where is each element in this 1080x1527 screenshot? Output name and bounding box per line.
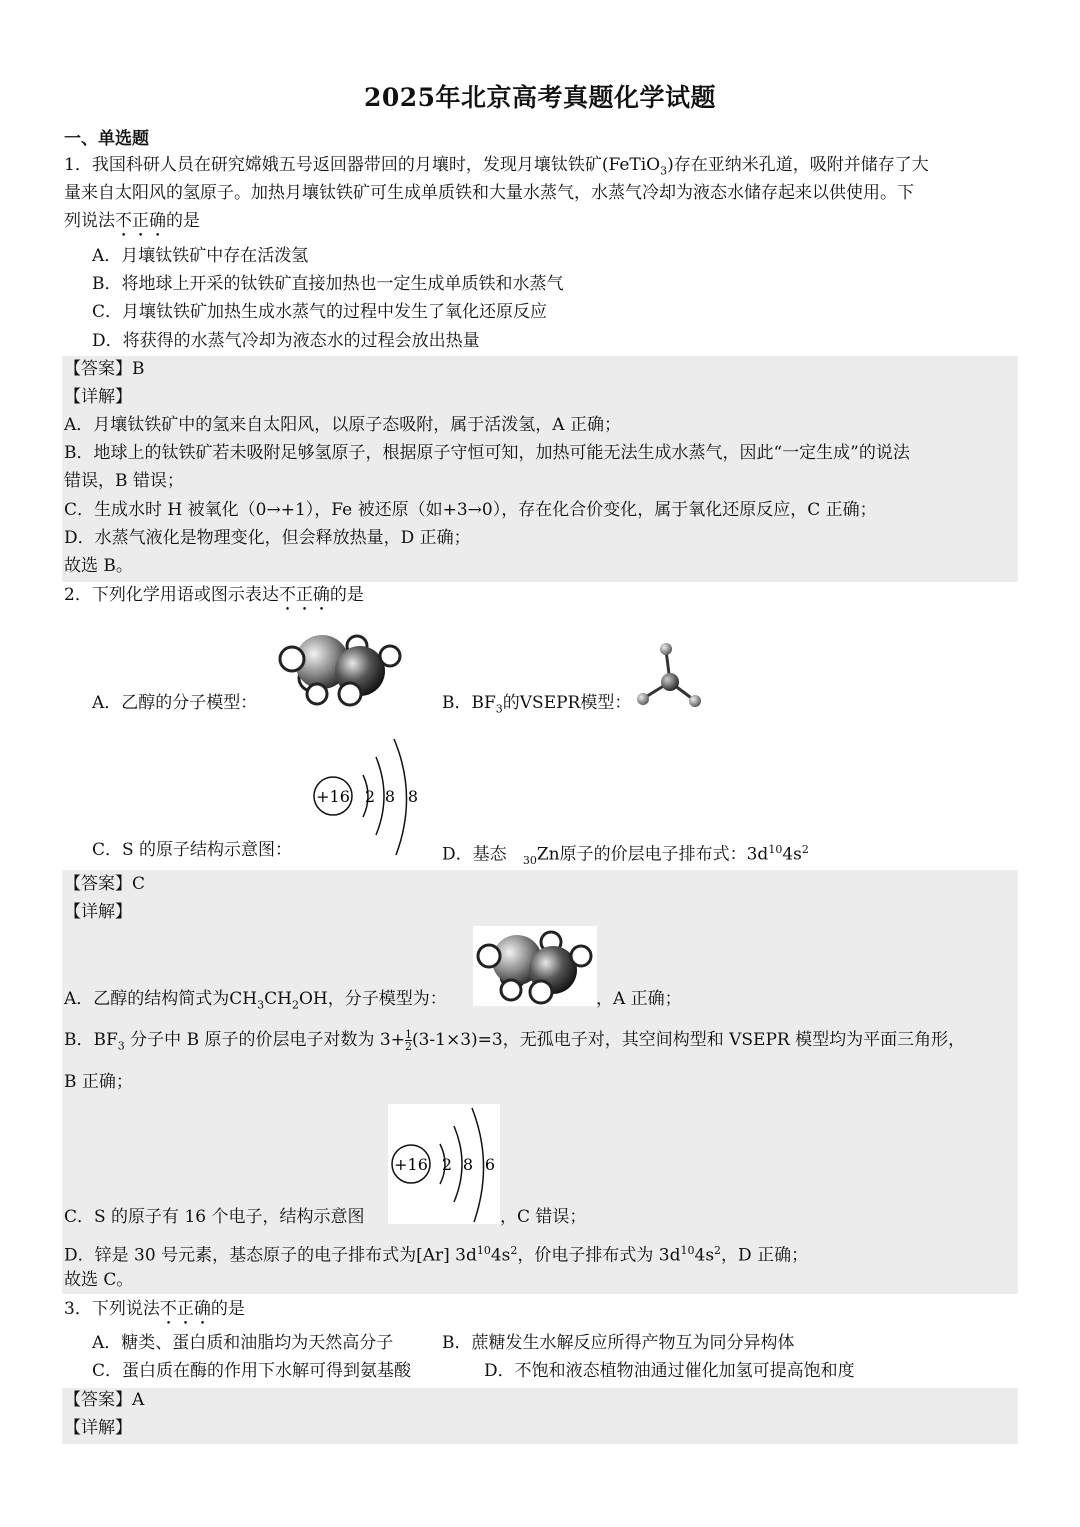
bf3-vsepr-model-image bbox=[628, 640, 708, 712]
nucleus-charge-label-2: +16 bbox=[394, 1155, 428, 1174]
section-heading: 一、单选题 bbox=[64, 129, 149, 149]
q2-explanation-c: C．S 的原子有 16 个电子，结构示意图 bbox=[64, 1207, 365, 1227]
fraction-one-half: $\frac{1}{2}$ bbox=[404, 1028, 412, 1053]
q1-explanation-b: B．地球上的钛铁矿若未吸附足够氢原子，根据原子守恒可知，加热可能无法生成水蒸气，因此“一定生成”的说法 bbox=[64, 443, 910, 463]
q1-stem-line1: 1．我国科研人员在研究嫦娥五号返回器带回的月壤时，发现月壤钛铁矿(FeTiO$_3$)存在亚纳米孔道，吸附并储存了大 bbox=[64, 155, 929, 178]
q2-detail-label: 【详解】 bbox=[64, 902, 132, 922]
q2-explanation-c-end: ，C 错误； bbox=[500, 1207, 587, 1227]
q1-option-b: B．将地球上开采的钛铁矿直接加热也一定生成单质铁和水蒸气 bbox=[92, 274, 564, 294]
q1-explanation-b2: 错误，B 错误； bbox=[64, 471, 184, 491]
q2-answer: 【答案】C bbox=[64, 874, 146, 894]
q1-explanation-c: C．生成水时 H 被氧化（0→+1），Fe 被还原（如+3→0），存在化合价变化，属于氧化还原反应，C 正确； bbox=[64, 500, 877, 520]
q3-option-d: D．不饱和液态植物油通过催化加氢可提高饱和度 bbox=[484, 1361, 855, 1381]
q3-option-a: A．糖类、蛋白质和油脂均为天然高分子 bbox=[92, 1333, 394, 1353]
q3-answer-block bbox=[62, 1388, 1018, 1444]
shell-1-count: 2 bbox=[364, 787, 376, 806]
q1-stem-line3: 列说法不正确的是 bbox=[64, 211, 200, 231]
q2-explanation-b: B．$BF_3$ 分子中 B 原子的价层电子对数为 3+ $\frac{1}{2}$ (3-1×3)=3，无孤电子对，其空间构型和 VSEPR 模型均为平面三角形， bbox=[64, 1028, 966, 1053]
ethanol-model-image-2 bbox=[473, 926, 597, 1006]
q2-explanation-a-end: ，A 正确； bbox=[596, 989, 682, 1009]
page-title: 2025年北京高考真题化学试题 bbox=[363, 83, 717, 112]
sulfur-atom-correct-diagram bbox=[388, 1104, 500, 1224]
q1-option-a: A．月壤钛铁矿中存在活泼氢 bbox=[92, 246, 309, 266]
q3-option-c: C．蛋白质在酶的作用下水解可得到氨基酸 bbox=[92, 1361, 412, 1381]
q1-option-c: C．月壤钛铁矿加热生成水蒸气的过程中发生了氧化还原反应 bbox=[92, 302, 548, 322]
q3-option-b: B．蔗糖发生水解反应所得产物互为同分异构体 bbox=[442, 1333, 795, 1353]
ethanol-model-image bbox=[272, 626, 410, 710]
q2-conclusion: 故选 C。 bbox=[64, 1270, 134, 1290]
q1-conclusion: 故选 B。 bbox=[64, 556, 133, 576]
shell-3-count-2: 6 bbox=[484, 1155, 496, 1174]
q2-explanation-a: A．乙醇的结构简式为$CH_3CH_2OH$，分子模型为： bbox=[64, 989, 447, 1012]
q2-stem: 2．下列化学用语或图示表达不正确的是 bbox=[64, 585, 364, 605]
q3-stem: 3．下列说法不正确的是 bbox=[64, 1299, 245, 1319]
q2-explanation-b2: B 正确； bbox=[64, 1072, 133, 1092]
q1-detail-label: 【详解】 bbox=[64, 387, 132, 407]
q1-explanation-a: A．月壤钛铁矿中的氢来自太阳风，以原子态吸附，属于活泼氢，A 正确； bbox=[64, 415, 621, 435]
q2-option-c: C．S 的原子结构示意图： bbox=[92, 840, 293, 860]
shell-2-count-2: 8 bbox=[462, 1155, 474, 1174]
q3-answer: 【答案】A bbox=[64, 1390, 145, 1410]
nucleus-charge-label: +16 bbox=[316, 787, 350, 806]
shell-2-count: 8 bbox=[384, 787, 396, 806]
q2-option-a: A．乙醇的分子模型： bbox=[92, 693, 258, 713]
q1-stem-line2: 量来自太阳风的氢原子。加热月壤钛铁矿可生成单质铁和大量水蒸气，水蒸气冷却为液态水储存起来以供使用。下 bbox=[64, 183, 914, 203]
shell-3-count: 8 bbox=[407, 787, 419, 806]
q2-explanation-d: D．锌是 30 号元素，基态原子的电子排布式为[Ar] $3d^{10}4s^2$，价电子排布式为 $3d^{10}4s^2$，D 正确； bbox=[64, 1244, 809, 1266]
q1-answer: 【答案】B bbox=[64, 359, 145, 379]
q1-option-d: D．将获得的水蒸气冷却为液态水的过程会放出热量 bbox=[92, 331, 480, 351]
shell-1-count-2: 2 bbox=[441, 1155, 453, 1174]
sulfur-atom-structure-diagram bbox=[306, 735, 426, 857]
q3-detail-label: 【详解】 bbox=[64, 1418, 132, 1438]
q1-explanation-d: D．水蒸气液化是物理变化，但会释放热量，D 正确； bbox=[64, 528, 471, 548]
q2-option-b: B．$BF_3$的VSEPR模型： bbox=[442, 693, 632, 716]
q2-option-d: D．基态 $_{30}$Zn原子的价层电子排布式：$3d^{10}4s^2$ bbox=[442, 843, 809, 868]
